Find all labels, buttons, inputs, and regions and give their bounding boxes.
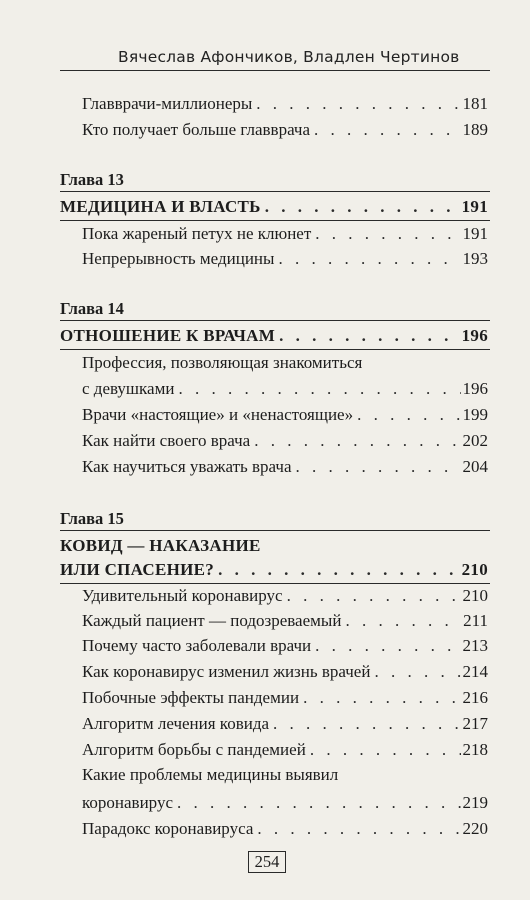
- page-number: 254: [248, 851, 286, 873]
- toc-entry-title: Главврачи-миллионеры: [82, 94, 253, 113]
- toc-entry[interactable]: [82, 740, 488, 760]
- chapter-label: Глава 14: [60, 299, 124, 318]
- toc-entry-title: Как найти своего врача: [82, 431, 251, 450]
- toc-entry[interactable]: [82, 405, 488, 425]
- toc-entry-page: 189: [462, 120, 488, 139]
- chapter-title: ИЛИ СПАСЕНИЕ?: [60, 560, 215, 579]
- toc-entry-title: Удивительный коронавирус: [82, 586, 283, 605]
- chapter-page: 191: [461, 197, 488, 216]
- toc-entry-title: Как коронавирус изменил жизнь врачей: [82, 662, 371, 681]
- leader-dots: [314, 120, 460, 140]
- toc-entry[interactable]: [82, 636, 488, 656]
- leader-dots: [345, 611, 461, 631]
- leader-dots: [310, 740, 461, 760]
- toc-entry-title: с девушками: [82, 379, 175, 398]
- leader-dots: [257, 819, 460, 839]
- toc-entry-page: 218: [462, 740, 488, 759]
- leader-dots: [315, 636, 460, 656]
- toc-entry-title: Побочные эффекты пандемии: [82, 688, 300, 707]
- toc-entry-first-line[interactable]: Профессия, позволяющая знакомиться: [82, 353, 363, 372]
- toc-entry[interactable]: [82, 611, 488, 631]
- chapter-rule: [60, 583, 490, 584]
- toc-entry-page: 216: [462, 688, 488, 707]
- chapter-rule: [60, 320, 490, 321]
- toc-entry[interactable]: [82, 249, 488, 269]
- leader-dots: [265, 197, 460, 217]
- toc-entry-page: 220: [462, 819, 488, 838]
- chapter-title-entry[interactable]: [60, 560, 488, 580]
- leader-dots: [256, 94, 460, 114]
- toc-entry[interactable]: [82, 457, 488, 477]
- running-head: Вячеслав Афончиков, Владлен Чертинов: [118, 48, 460, 66]
- chapter-title-entry[interactable]: [60, 326, 488, 346]
- toc-entry-title: Парадокс коронавируса: [82, 819, 254, 838]
- leader-dots: [178, 379, 460, 399]
- toc-entry[interactable]: [82, 662, 488, 682]
- leader-dots: [254, 431, 460, 451]
- chapter-rule: [60, 349, 490, 350]
- leader-dots: [296, 457, 461, 477]
- toc-entry-page: 181: [462, 94, 488, 113]
- leader-dots: [218, 560, 459, 580]
- chapter-page: 210: [461, 560, 488, 579]
- toc-entry-page: 217: [462, 714, 488, 733]
- leader-dots: [315, 224, 460, 244]
- toc-entry[interactable]: [82, 120, 488, 140]
- chapter-title-entry[interactable]: [60, 197, 488, 217]
- toc-entry-title: Непрерывность медицины: [82, 249, 275, 268]
- toc-entry-page: 202: [462, 431, 488, 450]
- chapter-label: Глава 15: [60, 509, 124, 528]
- chapter-rule: [60, 220, 490, 221]
- toc-entry-title: Алгоритм борьбы с пандемией: [82, 740, 306, 759]
- leader-dots: [374, 662, 460, 682]
- toc-entry-title: Кто получает больше главврача: [82, 120, 311, 139]
- toc-entry-page: 196: [462, 379, 488, 398]
- toc-entry-page: 211: [463, 611, 488, 630]
- leader-dots: [279, 326, 460, 346]
- toc-entry-page: 214: [462, 662, 488, 681]
- toc-entry-title: Пока жареный петух не клюнет: [82, 224, 312, 243]
- leader-dots: [303, 688, 460, 708]
- header-rule: [60, 70, 490, 71]
- toc-entry[interactable]: [82, 94, 488, 114]
- toc-entry-page: 210: [462, 586, 488, 605]
- chapter-title-first-line[interactable]: КОВИД — НАКАЗАНИЕ: [60, 536, 261, 555]
- toc-entry[interactable]: [82, 586, 488, 606]
- leader-dots: [278, 249, 460, 269]
- chapter-rule: [60, 191, 490, 192]
- toc-entry-page: 193: [462, 249, 488, 268]
- chapter-page: 196: [461, 326, 488, 345]
- toc-entry[interactable]: [82, 379, 488, 399]
- toc-entry[interactable]: [82, 688, 488, 708]
- chapter-label: Глава 13: [60, 170, 124, 189]
- toc-entry[interactable]: [82, 714, 488, 734]
- leader-dots: [357, 405, 460, 425]
- chapter-title: МЕДИЦИНА И ВЛАСТЬ: [60, 197, 261, 216]
- toc-entry-title: Почему часто заболевали врачи: [82, 636, 312, 655]
- leader-dots: [287, 586, 461, 606]
- toc-entry[interactable]: [82, 431, 488, 451]
- leader-dots: [177, 793, 461, 813]
- toc-entry-first-line[interactable]: Какие проблемы медицины выявил: [82, 765, 339, 784]
- toc-entry-page: 191: [462, 224, 488, 243]
- toc-entry-title: Врачи «настоящие» и «ненастоящие»: [82, 405, 354, 424]
- chapter-title: ОТНОШЕНИЕ К ВРАЧАМ: [60, 326, 276, 345]
- leader-dots: [273, 714, 460, 734]
- toc-entry[interactable]: [82, 793, 488, 813]
- toc-entry-page: 213: [462, 636, 488, 655]
- toc-entry-page: 204: [462, 457, 488, 476]
- chapter-rule: [60, 530, 490, 531]
- toc-entry-page: 199: [462, 405, 488, 424]
- toc-entry-title: Как научиться уважать врача: [82, 457, 292, 476]
- toc-entry[interactable]: [82, 224, 488, 244]
- toc-entry-title: коронавирус: [82, 793, 173, 812]
- toc-entry-title: Каждый пациент — подозреваемый: [82, 611, 342, 630]
- toc-entry[interactable]: [82, 819, 488, 839]
- toc-entry-title: Алгоритм лечения ковида: [82, 714, 270, 733]
- toc-entry-page: 219: [462, 793, 488, 812]
